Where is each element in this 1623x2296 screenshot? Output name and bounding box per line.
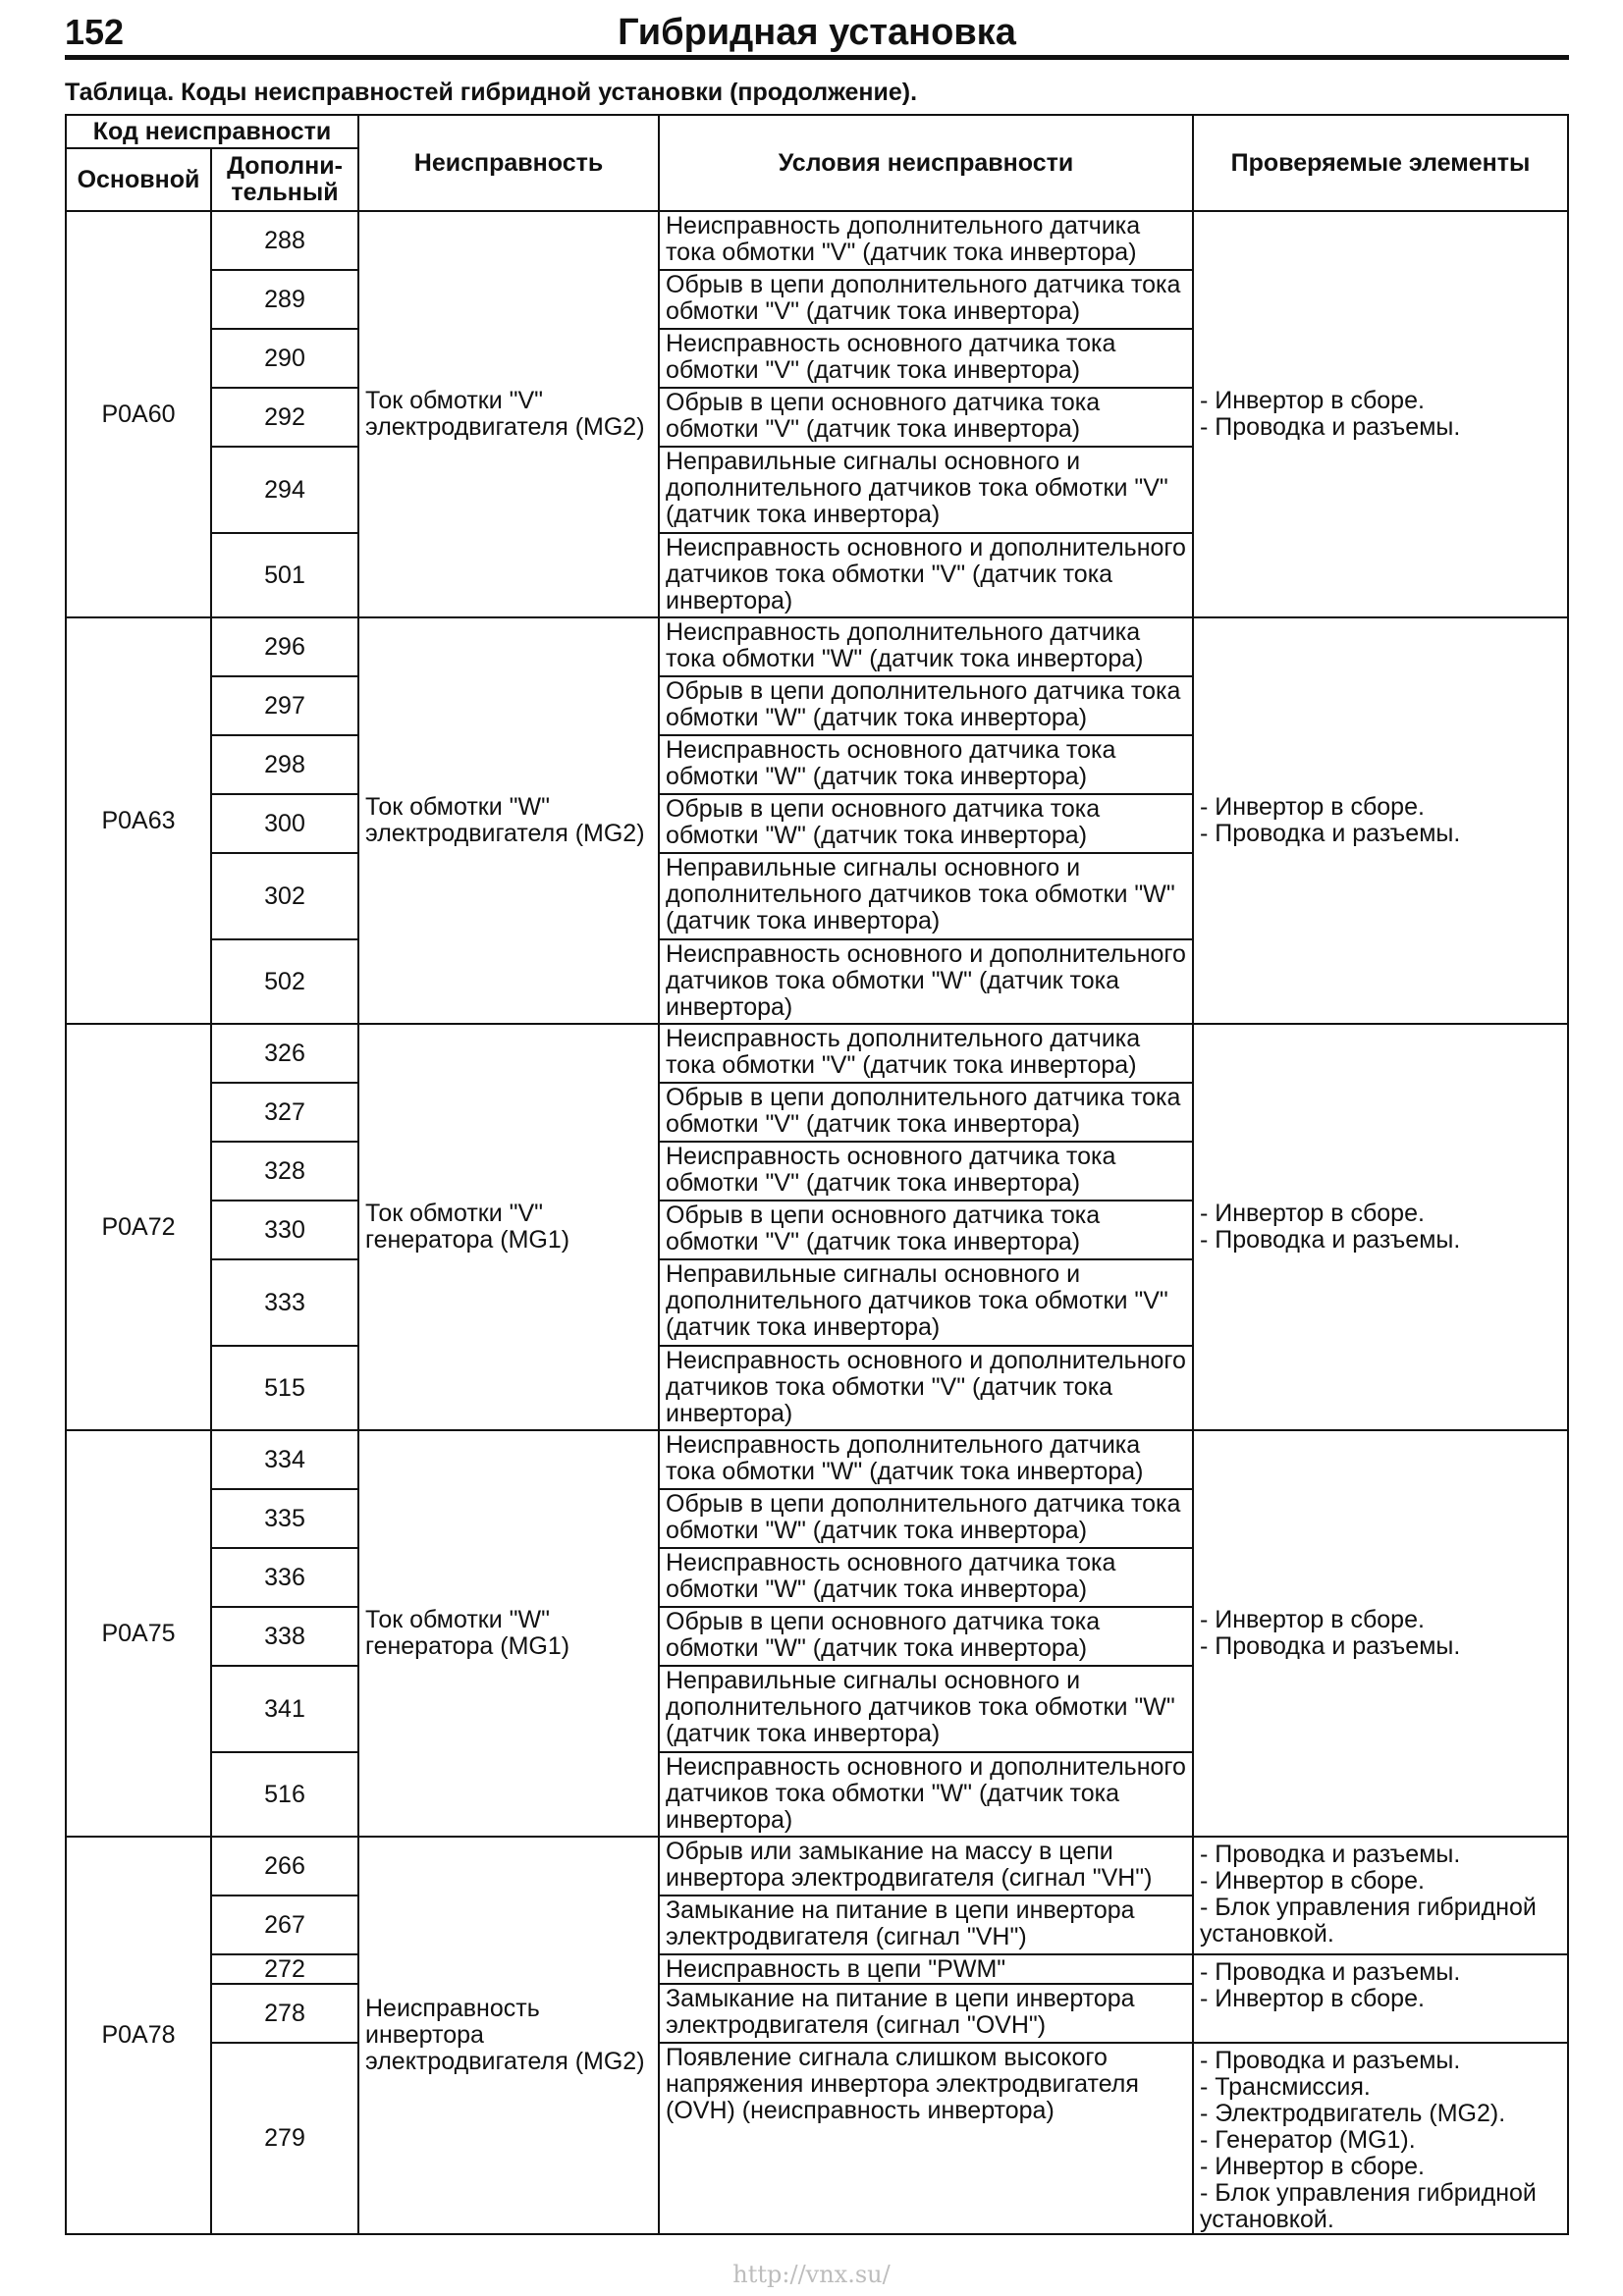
checked-elements: - Проводка и разъемы. - Инвертор в сборе. — [1193, 1954, 1568, 2043]
extra-code: 328 — [211, 1142, 358, 1201]
fault-name: Ток обмотки "V" электродвигателя (MG2) — [358, 211, 659, 617]
table-row — [66, 1837, 1568, 1896]
fault-name: Неисправность инвертора электродвигателя (MG2) — [358, 1837, 659, 2234]
table-row — [66, 1954, 1568, 1984]
table-row — [66, 1024, 1568, 1083]
fault-condition: Обрыв в цепи основного датчика тока обмотки "W" (датчик тока инвертора) — [659, 794, 1193, 853]
fault-condition: Неисправность в цепи "PWM" — [659, 1954, 1193, 1984]
extra-code: 341 — [211, 1666, 358, 1752]
main-code: P0A78 — [66, 1837, 211, 2234]
fault-condition: Неисправность основного датчика тока обмотки "V" (датчик тока инвертора) — [659, 329, 1193, 388]
extra-code: 292 — [211, 388, 358, 447]
extra-code: 278 — [211, 1984, 358, 2043]
header-extra-code-line-2: тельный — [231, 179, 339, 206]
table-row — [66, 617, 1568, 676]
header-checks: Проверяемые элементы — [1193, 115, 1568, 211]
extra-code: 279 — [211, 2043, 358, 2234]
extra-code: 335 — [211, 1489, 358, 1548]
footer-url: http://vnx.su/ — [732, 2261, 891, 2288]
extra-code: 300 — [211, 794, 358, 853]
main-code: P0A72 — [66, 1024, 211, 1430]
extra-code: 297 — [211, 676, 358, 735]
extra-code: 288 — [211, 211, 358, 270]
extra-code: 266 — [211, 1837, 358, 1896]
table-row — [66, 211, 1568, 270]
fault-condition: Неправильные сигналы основного и дополнительного датчиков тока обмотки "W" (датчик тока инвертора) — [659, 1666, 1193, 1752]
extra-code: 267 — [211, 1896, 358, 1954]
extra-code: 330 — [211, 1201, 358, 1259]
table-row — [66, 2043, 1568, 2234]
fault-condition: Неисправность основного датчика тока обмотки "W" (датчик тока инвертора) — [659, 735, 1193, 794]
fault-condition: Неправильные сигналы основного и дополнительного датчиков тока обмотки "V" (датчик тока инвертора) — [659, 447, 1193, 533]
fault-code-table — [65, 114, 1569, 2235]
extra-code: 334 — [211, 1430, 358, 1489]
extra-code: 272 — [211, 1954, 358, 1984]
extra-code: 338 — [211, 1607, 358, 1666]
extra-code: 294 — [211, 447, 358, 533]
fault-condition: Неисправность основного и дополнительного датчиков тока обмотки "W" (датчик тока инвертора) — [659, 939, 1193, 1024]
table-header — [66, 115, 1568, 211]
header-code-group: Код неисправности — [66, 115, 358, 148]
fault-condition: Неисправность дополнительного датчика тока обмотки "V" (датчик тока инвертора) — [659, 211, 1193, 270]
checked-elements: - Инвертор в сборе. - Проводка и разъемы. — [1193, 1430, 1568, 1837]
fault-condition: Замыкание на питание в цепи инвертора электродвигателя (сигнал "OVH") — [659, 1984, 1193, 2043]
fault-condition: Обрыв в цепи основного датчика тока обмотки "W" (датчик тока инвертора) — [659, 1607, 1193, 1666]
extra-code: 336 — [211, 1548, 358, 1607]
fault-name: Ток обмотки "W" электродвигателя (MG2) — [358, 617, 659, 1024]
fault-name: Ток обмотки "W" генератора (MG1) — [358, 1430, 659, 1837]
table-caption: Таблица. Коды неисправностей гибридной установки (продолжение). — [65, 79, 918, 106]
fault-condition: Неправильные сигналы основного и дополнительного датчиков тока обмотки "V" (датчик тока инвертора) — [659, 1259, 1193, 1346]
extra-code: 296 — [211, 617, 358, 676]
extra-code: 502 — [211, 939, 358, 1024]
header-main-code: Основной — [66, 148, 211, 211]
header-fault: Неисправность — [358, 115, 659, 211]
page-number: 152 — [65, 12, 125, 52]
extra-code: 298 — [211, 735, 358, 794]
extra-code: 515 — [211, 1346, 358, 1430]
extra-code: 327 — [211, 1083, 358, 1142]
checked-elements: - Инвертор в сборе. - Проводка и разъемы. — [1193, 617, 1568, 1024]
extra-code: 333 — [211, 1259, 358, 1346]
fault-condition: Неисправность основного датчика тока обмотки "W" (датчик тока инвертора) — [659, 1548, 1193, 1607]
fault-condition: Обрыв в цепи дополнительного датчика тока обмотки "V" (датчик тока инвертора) — [659, 270, 1193, 329]
checked-elements: - Инвертор в сборе. - Проводка и разъемы. — [1193, 1024, 1568, 1430]
fault-condition: Неисправность основного датчика тока обмотки "V" (датчик тока инвертора) — [659, 1142, 1193, 1201]
extra-code: 302 — [211, 853, 358, 939]
fault-name: Ток обмотки "V" генератора (MG1) — [358, 1024, 659, 1430]
table-row — [66, 1430, 1568, 1489]
fault-condition: Неисправность основного и дополнительного датчиков тока обмотки "V" (датчик тока инвертора) — [659, 533, 1193, 617]
fault-condition: Обрыв в цепи дополнительного датчика тока обмотки "W" (датчик тока инвертора) — [659, 1489, 1193, 1548]
header-extra-code-line-1: Дополни- — [227, 152, 343, 180]
page-header — [65, 8, 1569, 60]
fault-condition: Обрыв или замыкание на массу в цепи инвертора электродвигателя (сигнал "VH") — [659, 1837, 1193, 1896]
fault-condition: Неисправность дополнительного датчика тока обмотки "V" (датчик тока инвертора) — [659, 1024, 1193, 1083]
header-conditions: Условия неисправности — [659, 115, 1193, 211]
checked-elements: - Проводка и разъемы. - Трансмиссия. - Электродвигатель (MG2). - Генератор (MG1). - Инвертор в сборе. - Блок управления гибридной установкой. — [1193, 2043, 1568, 2234]
fault-condition: Неисправность дополнительного датчика тока обмотки "W" (датчик тока инвертора) — [659, 1430, 1193, 1489]
fault-condition: Неисправность основного и дополнительного датчиков тока обмотки "W" (датчик тока инвертора) — [659, 1752, 1193, 1837]
checked-elements: - Проводка и разъемы. - Инвертор в сборе. - Блок управления гибридной установкой. — [1193, 1837, 1568, 1954]
fault-condition: Неправильные сигналы основного и дополнительного датчиков тока обмотки "W" (датчик тока инвертора) — [659, 853, 1193, 939]
fault-condition: Неисправность основного и дополнительного датчиков тока обмотки "V" (датчик тока инвертора) — [659, 1346, 1193, 1430]
header-extra-code — [211, 148, 358, 211]
main-code: P0A75 — [66, 1430, 211, 1837]
fault-condition: Замыкание на питание в цепи инвертора электродвигателя (сигнал "VH") — [659, 1896, 1193, 1954]
extra-code: 326 — [211, 1024, 358, 1083]
fault-condition: Обрыв в цепи дополнительного датчика тока обмотки "W" (датчик тока инвертора) — [659, 676, 1193, 735]
fault-condition: Обрыв в цепи дополнительного датчика тока обмотки "V" (датчик тока инвертора) — [659, 1083, 1193, 1142]
extra-code: 289 — [211, 270, 358, 329]
fault-condition: Обрыв в цепи основного датчика тока обмотки "V" (датчик тока инвертора) — [659, 1201, 1193, 1259]
main-code: P0A63 — [66, 617, 211, 1024]
table-body — [66, 211, 1568, 2234]
fault-condition: Обрыв в цепи основного датчика тока обмотки "V" (датчик тока инвертора) — [659, 388, 1193, 447]
main-code: P0A60 — [66, 211, 211, 617]
extra-code: 516 — [211, 1752, 358, 1837]
extra-code: 501 — [211, 533, 358, 617]
checked-elements: - Инвертор в сборе. - Проводка и разъемы. — [1193, 211, 1568, 617]
page-title: Гибридная установка — [618, 12, 1016, 53]
fault-condition: Неисправность дополнительного датчика тока обмотки "W" (датчик тока инвертора) — [659, 617, 1193, 676]
fault-condition: Появление сигнала слишком высокого напряжения инвертора электродвигателя (OVH) (неисправность инвертора) — [659, 2043, 1193, 2234]
extra-code: 290 — [211, 329, 358, 388]
